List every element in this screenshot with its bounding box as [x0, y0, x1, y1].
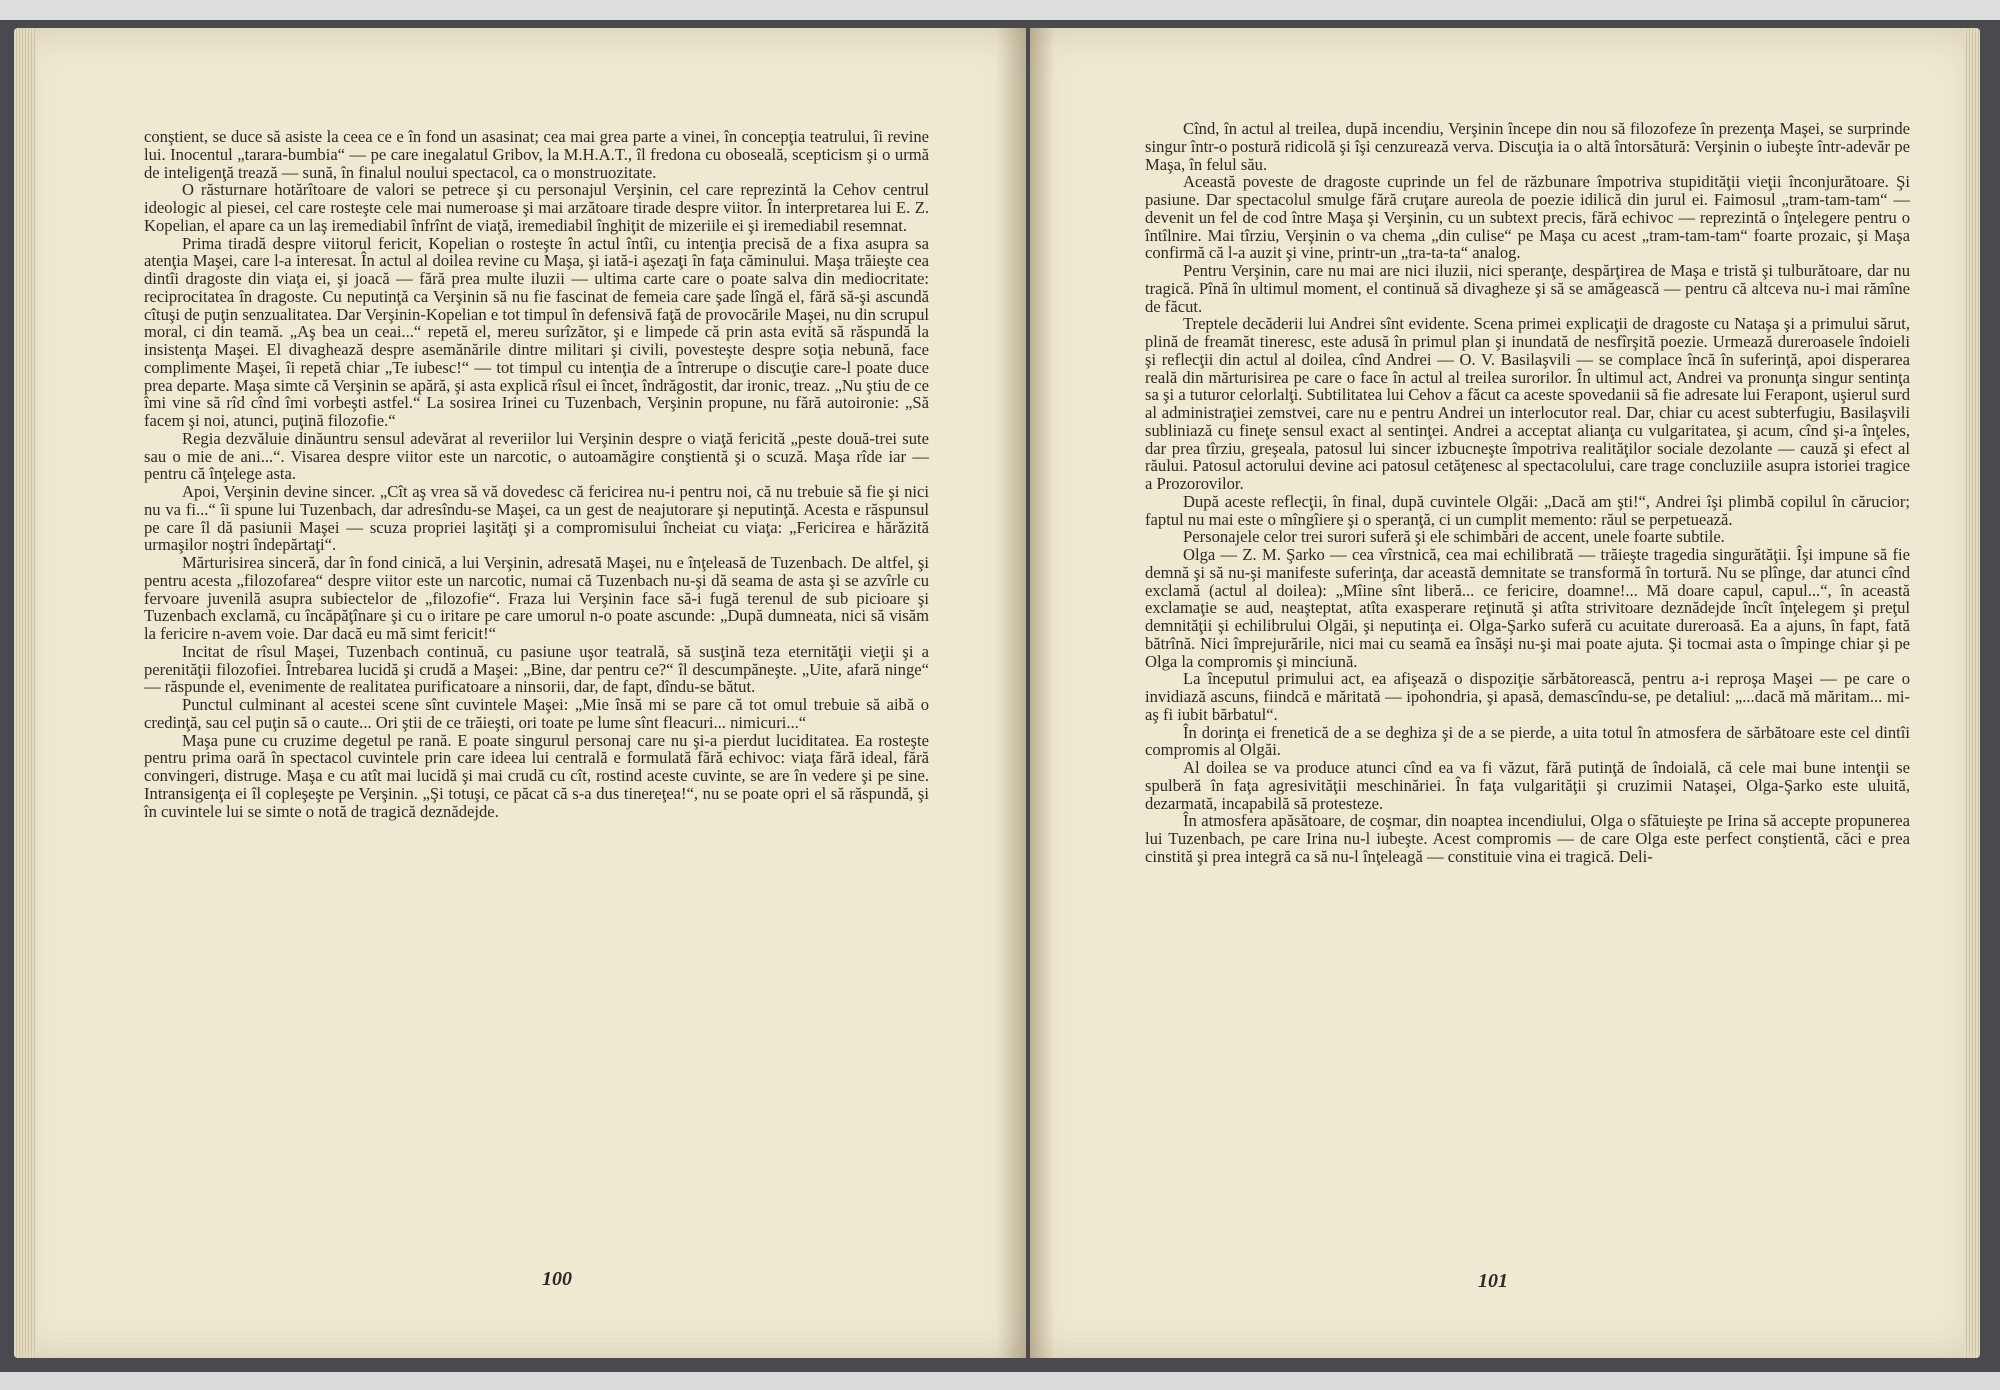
paragraph: Personajele celor trei surori suferă şi ele schimbări de accent, unele foarte subtile. [1183, 527, 1725, 547]
scan-background-bottom [0, 1372, 2000, 1390]
paragraph: Incitat de rîsul Maşei, Tuzenbach continuă, cu pasiune uşor teatrală, să susţină teza eternităţii vieţii şi a perenităţii filozofiei. Întrebarea lucidă şi crudă a Maşei: „Bine, dar pentru ce?“ îl descumpăneşte. „Uite, afară ninge“ — răspunde el, evenimente de realitatea purificatoare a ninsorii, dar, de fapt, dîndu-se bătut. [144, 641, 929, 697]
paragraph: În dorinţa ei frenetică de a se deghiza şi de a se pierde, a uita totul în atmosfera de sărbătoare este cel dintîi compromis al Olgăi. [1145, 722, 1910, 760]
paragraph: Cînd, în actul al treilea, după incendiu, Verşinin începe din nou să filozofeze în prezenţa Maşei, se surprinde singur într-o postură ridicolă şi îşi cenzurează verva. Discuţia ia o altă întorsătură: Verşinin o iubeşte într-adevăr pe Maşa, în felul său. [1145, 119, 1910, 174]
gutter-shadow [1030, 28, 1054, 1358]
paragraph: Treptele decăderii lui Andrei sînt evidente. Scena primei explicaţii de dragoste cu Nataşa şi a primului sărut, plină de freamăt tineresc, este adusă în primul plan şi inundată de nesfîrşită poezie. Urmează dureroasele îndoieli şi reflecţii din actul al doilea, cînd Andrei — O. V. Basilaşvili — se complace încă în suferinţă, apoi disperarea reală din mărturisirea pe care o face în actul al treilea surorilor. În ultimul act, Andrei va pronunţa singur sentinţa sa şi a tuturor celorlalţi. Subtilitatea lui Cehov a făcut ca aceste spovedanii să fie adresate lui Ferapont, uşierul surd al administraţiei zemstvei, care nu e pentru Andrei un interlocutor real. Dar, chiar cu acest subterfugiu, Basilaşvili subliniază cu fineţe sensul exact al sentinţei. Andrei a acceptat alianţa cu vulgaritatea, şi acum, cînd şi-a înţeles, dar prea tîrziu, greşeala, patosul lui sincer izbucneşte împotriva realităţilor sociale dezolante — cauză şi efect al răului. Patosul actorului devine aci patosul cetăţenesc al spectacolului, care trage concluziile asupra istoriei tragice a Prozorovilor. [1145, 314, 1910, 493]
paragraph: Prima tiradă despre viitorul fericit, Kopelian o rosteşte în actul întîi, cu intenţia precisă de a fixa asupra sa atenţia Maşei, care l-a interesat. În actul al doilea revine cu Maşa, şi iată-i aşezaţi în faţa căminului. Maşa trăieşte cea dintîi dragoste din viaţa ei, şi joacă — fără prea multe iluzii — ultima carte care o poate salva din mediocritate: reciprocitatea în dragoste. Cu neputinţă ca Verşinin să nu fie fascinat de femeia care şade lîngă el, fără să-şi ascundă cîtuşi de puţin senzualitatea. Dar Verşinin-Kopelian e tot timpul în defensivă faţă de provocările Maşei, nu din scrupul moral, ci din teamă. „Aş bea un ceai...“ repetă el, mereu surîzător, şi e limpede că prin asta evită să răspundă la insistenţa Maşei. El divaghează despre asemănările dintre militari şi civili, povesteşte despre soţia nebună, face complimente Maşei, îi repetă chiar „Te iubesc!“ — tot timpul cu intenţia de a întrerupe o discuţie care-l poate duce prea departe. Maşa simte că Verşinin se apără, şi asta explică rîsul ei încet, îndrăgostit, dar ironic, treaz. „Nu ştiu de ce îmi vine să rîd cînd îmi vorbeşti astfel.“ La sosirea Irinei cu Tuzenbach, Verşinin propune, nu fără autoironie: „Să facem şi noi, atunci, puţină filozofie.“ [144, 233, 929, 430]
paragraph: Mărturisirea sinceră, dar în fond cinică, a lui Verşinin, adresată Maşei, nu e înţeleasă de Tuzenbach. De altfel, şi pentru acesta „filozofarea“ despre viitor este un narcotic, numai că Tuzenbach nu-şi dă seama de asta şi se azvîrle cu fervoare juvenilă asupra subiectelor de „filozofie“. Fraza lui Verşinin face să-i fugă terenul de sub picioare şi Tuzenbach exclamă, cu încăpăţînare şi cu o iritare pe care umorul n-o poate ascunde: „După dumneata, nici să visăm la fericire n-avem voie. Dar dacă eu mă simt fericit!“ [144, 553, 929, 643]
scan-background-top [0, 0, 2000, 22]
page-edges [14, 28, 36, 1358]
paragraph: La începutul primului act, ea afişează o dispoziţie sărbătorească, pentru a-i reproşa Maşei — pe care o invidiază ascuns, fiindcă e măritată — ipohondria, şi apasă, demascîndu-se, pe detaliul: „...dacă mă măritam... mi-aş fi iubit bărbatul“. [1145, 669, 1910, 724]
paragraph: Olga — Z. M. Şarko — cea vîrstnică, cea mai echilibrată — trăieşte tragedia singurătăţii. Îşi impune să fie demnă şi să nu-şi manifeste suferinţa, dar această demnitate se transformă în tortură. Nu se plînge, dar atunci cînd exclamă (actul al doilea): „Mîine sînt liberă... ce fericire, doamne!... Mă doare capul, capul...“, în această exclamaţie se aud, neaşteptat, atîta exasperare reţinută şi atîta strivitoare deznădejde încît înţelegem şi preţul demnităţii şi echilibrului Olgăi, şi neputinţa ei. Olga-Şarko suferă cu acuitate dureroasă. Ea a ajuns, în fapt, fată bătrînă. Nici împrejurările, nici mai cu seamă ea însăşi nu-şi mai poate ajuta. Şi tocmai asta o împinge chiar şi pe Olga la compromis şi minciună. [1145, 545, 1910, 671]
paragraph: Regia dezvăluie dinăuntru sensul adevărat al reveriilor lui Verşinin despre o viaţă fericită „peste două-trei sute sau o mie de ani...“. Visarea despre viitor este un narcotic, o autoamăgire conştientă şi o scuză. Maşa rîde iar — pentru că înţelege asta. [144, 428, 929, 484]
page-number: 100 [542, 1268, 572, 1290]
paragraph: Această poveste de dragoste cuprinde un fel de răzbunare împotriva stupidităţii vieţii înconjurătoare. Şi pasiune. Dar spectacolul smulge fără cruţare aureola de poezie idilică din jurul ei. Faimosul „tram-tam-tam“ — devenit un fel de cod între Maşa şi Verşinin, cu un subtext precis, fără echivoc — reprezintă o înţelegere pentru o întîlnire. Mai tîrziu, Verşinin o va chema „din culise“ pe Maşa cu acest „tram-tam-tam“ foarte prozaic, şi Maşa confirmă că l-a auzit şi vine, printr-un „tra-ta-ta“ analog. [1145, 172, 1910, 263]
paragraph: Al doilea se va produce atunci cînd ea va fi văzut, fără putinţă de îndoială, că cele mai bune intenţii se spulberă în faţa agresivităţii meschinăriei. În faţa vulgarităţii şi cruzimii Nataşei, Olga-Şarko este uluită, dezarmată, incapabilă să protesteze. [1145, 758, 1910, 813]
paragraph: În atmosfera apăsătoare, de coşmar, din noaptea incendiului, Olga o sfătuieşte pe Irina să accepte propunerea lui Tuzenbach, pe care Irina nu-l iubeşte. Acest compromis — de care Olga este perfect conştientă, căci e prea cinstită şi prea integră ca să nu-l înţeleagă — constituie vina ei tragică. Deli- [1145, 811, 1910, 866]
right-page [1030, 28, 1980, 1358]
paragraph: Maşa pune cu cruzime degetul pe rană. E poate singurul personaj care nu şi-a pierdut luciditatea. Ea rosteşte pentru prima oară în spectacol cuvintele prin care ideea lui centrală e formulată fără echivoc: viaţa fără ideal, fără convingeri, distruge. Maşa e cu atît mai lucidă şi mai crudă cu cît, rostind aceste cuvinte, se are în vedere şi pe sine. Intransigenţa ei îl copleşeşte pe Verşinin. „Şi totuşi, ce păcat că s-a dus tinereţea!“, nu se poate opri el să răspundă, şi în cuvintele lui se simte o notă de tragică deznădejde. [144, 730, 929, 821]
paragraph: O răsturnare hotărîtoare de valori se petrece şi cu personajul Verşinin, cel care reprezintă la Cehov centrul ideologic al piesei, cel care rosteşte cele mai numeroase şi mai arzătoare tirade despre viitor. În interpretarea lui E. Z. Kopelian, el apare ca un laş iremediabil înfrînt de viaţă, iremediabil înghiţit de mizeriile ei şi iremediabil resemnat. [144, 180, 929, 235]
paragraph: După aceste reflecţii, în final, după cuvintele Olgăi: „Dacă am şti!“, Andrei îşi plimbă copilul în cărucior; faptul nu mai este o mîngîiere şi o speranţă, ci un cumplit memento: răul se perpetuează. [1145, 491, 1910, 529]
gutter-shadow [996, 28, 1026, 1358]
right-page-text [1145, 120, 1910, 866]
page-edges [1964, 28, 1980, 1358]
paragraph: Punctul culminant al acestei scene sînt cuvintele Maşei: „Mie însă mi se pare că tot omul trebuie să aibă o credinţă, sau cel puţin să o caute... Ori ştii de ce trăieşti, ori toate pe lume sînt fleacuri... nimicuri...“ [144, 695, 929, 732]
paragraph: Pentru Verşinin, care nu mai are nici iluzii, nici speranţe, despărţirea de Maşa e tristă şi tulburătoare, dar nu tragică. Pînă în ultimul moment, el continuă să divagheze şi să se amăgească — pentru că altceva nu-i mai rămîne de făcut. [1145, 261, 1910, 316]
paragraph: conştient, se duce să asiste la ceea ce e în fond un asasinat; cea mai grea parte a vinei, în concepţia teatrului, îi revine lui. Inocentul „tarara-bumbia“ — pe care inegalatul Gribov, la M.H.A.T., îl fredona cu oboseală, scepticism şi o urmă de inteligenţă trează — sună, în finalul noului spectacol, ca o monstruozitate. [144, 127, 929, 182]
left-page-text [144, 128, 929, 820]
page-number: 101 [1478, 1270, 1508, 1292]
left-page [14, 28, 1026, 1358]
paragraph: Apoi, Verşinin devine sincer. „Cît aş vrea să vă dovedesc că fericirea nu-i pentru noi, că nu trebuie să fie şi nici nu va fi...“ îi spune lui Tuzenbach, dar adresîndu-se Maşei, ca un gest de neajutorare şi neputinţă. Acesta e răspunsul pe care îl dă pasiunii Maşei — scuza propriei laşităţi şi a compromisului încheiat cu viaţa: „Fericirea e hărăzită urmaşilor noştri îndepărtaţi“. [144, 482, 929, 555]
